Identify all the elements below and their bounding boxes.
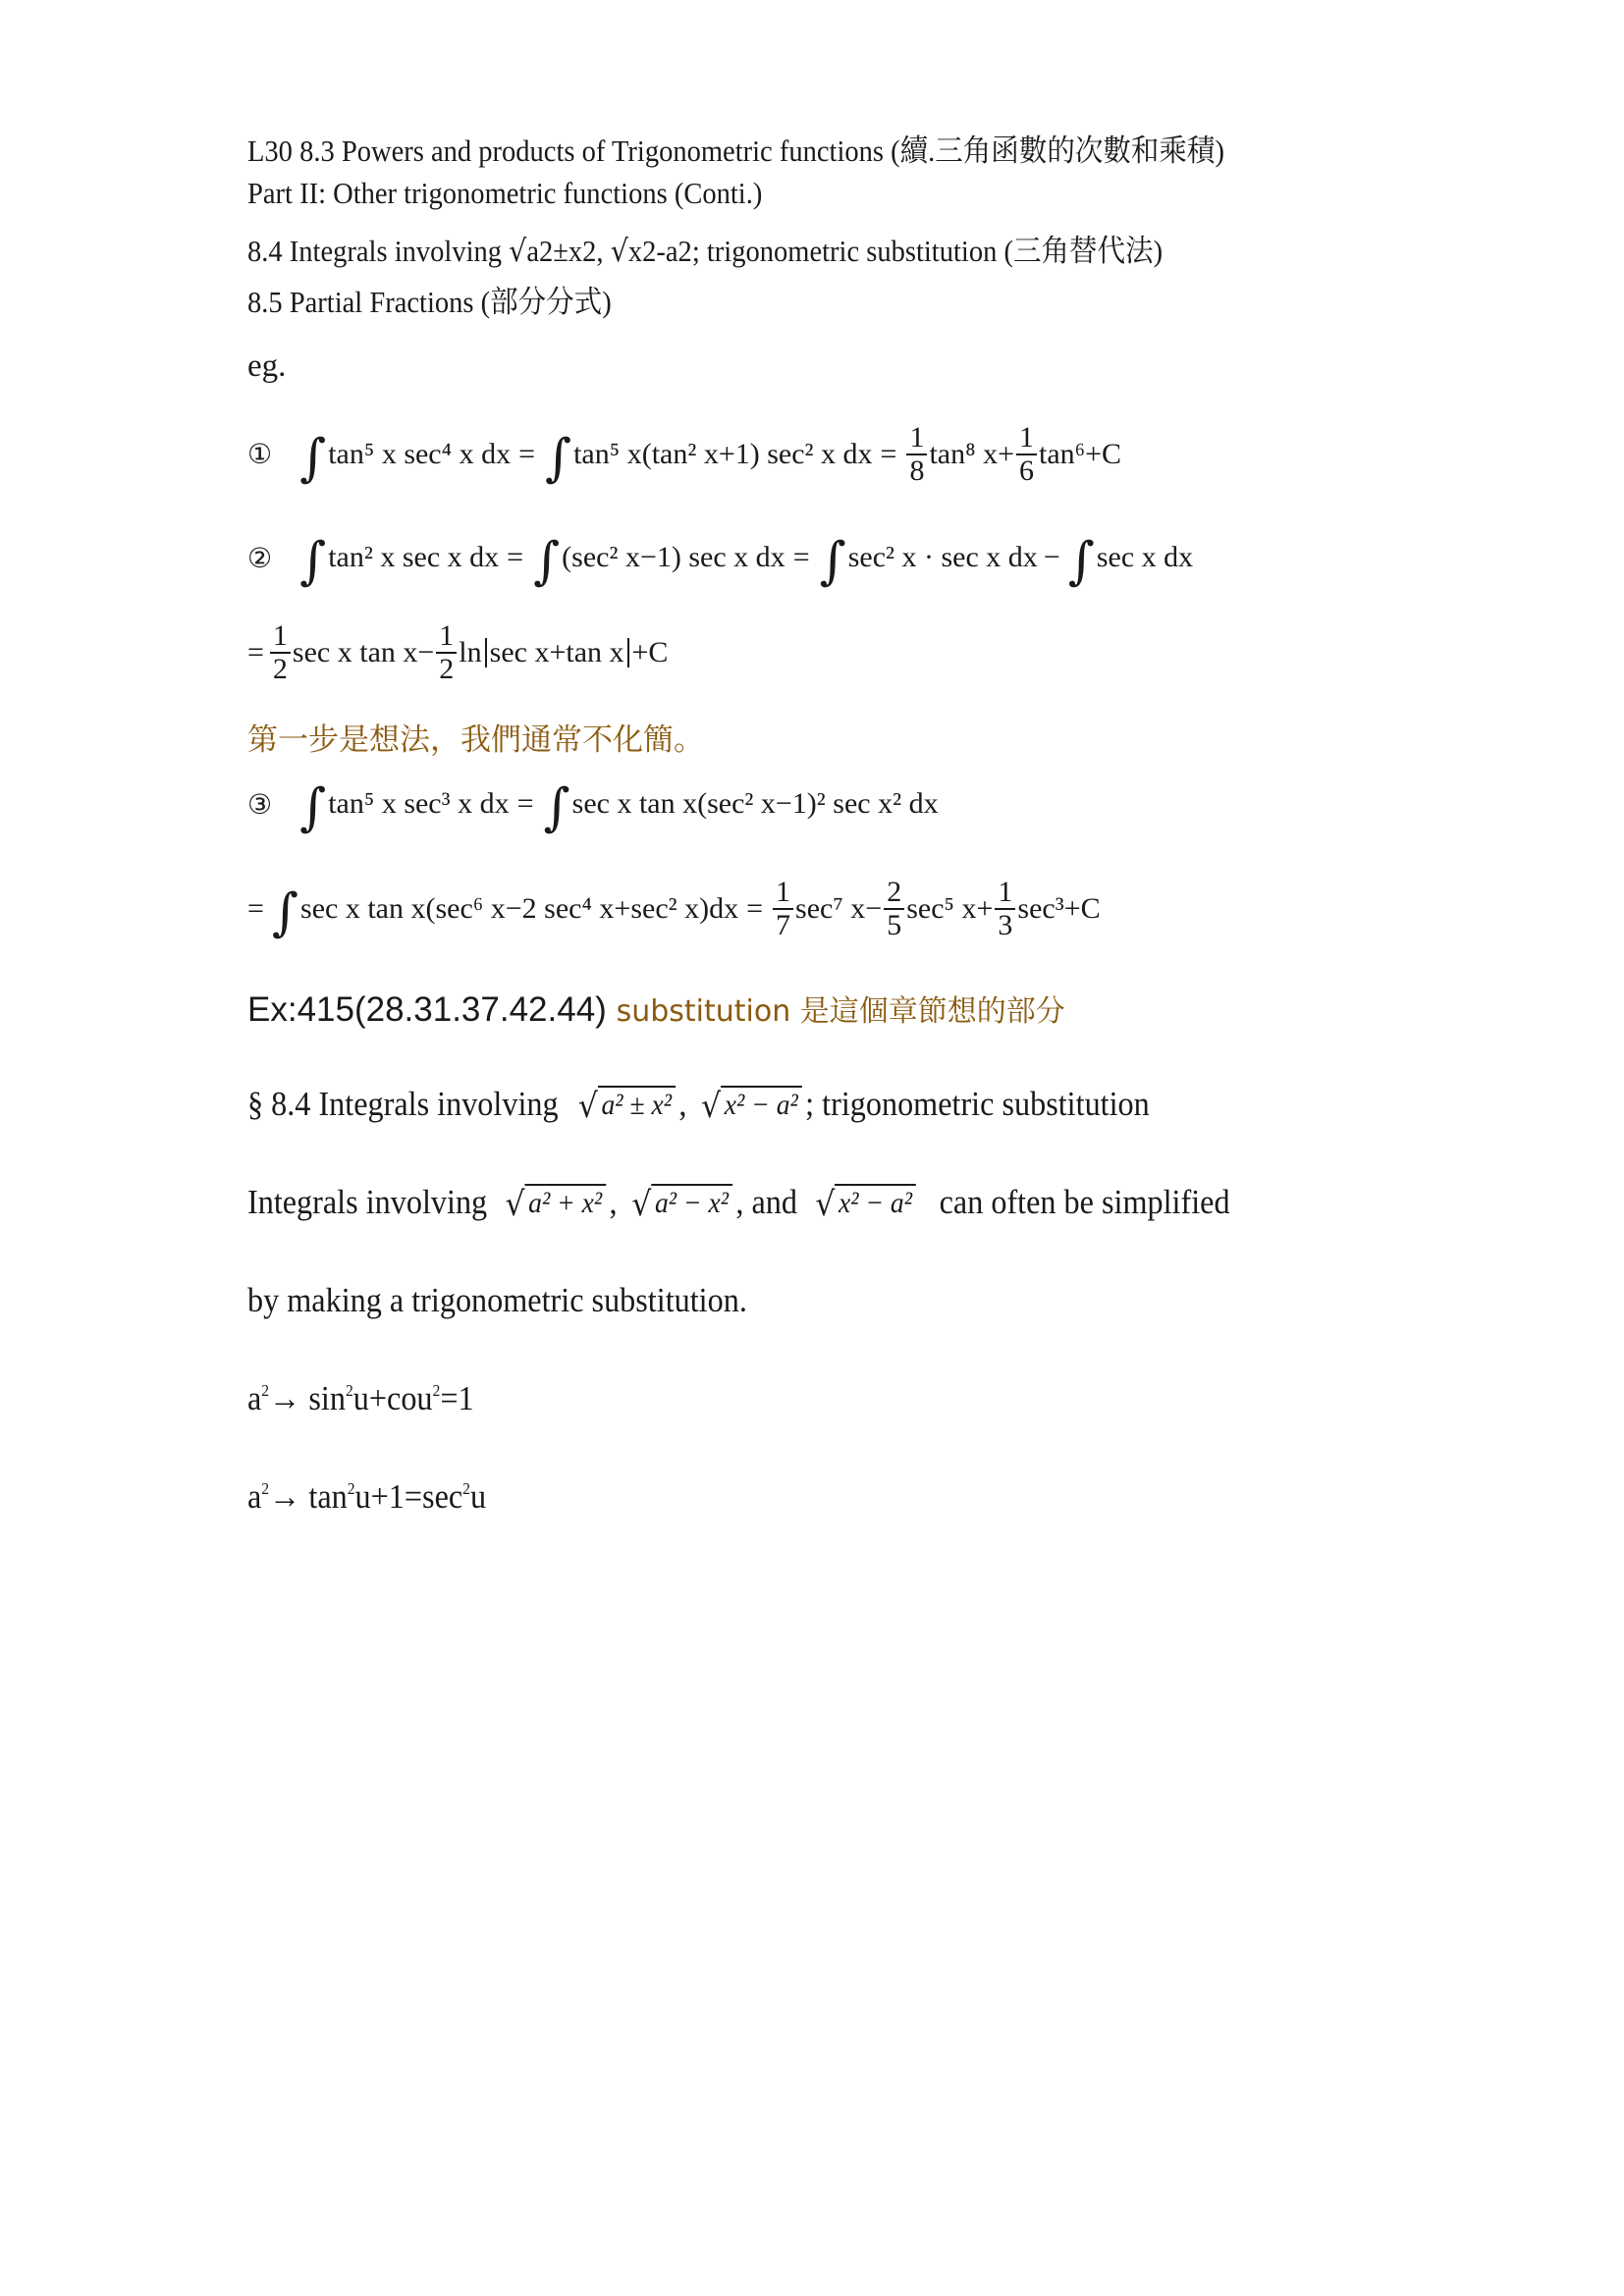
fraction	[906, 422, 927, 486]
sqrt-symbol: √	[610, 234, 628, 269]
superscript: 2	[261, 1381, 270, 1400]
denominator: 3	[998, 908, 1013, 941]
id1-c: u+cou	[352, 1379, 433, 1417]
ex1-lhs: tan⁵ x sec⁴ x dx	[328, 437, 512, 470]
sqrt-expression	[701, 1086, 801, 1126]
numerator: 1	[773, 877, 793, 910]
id1-a: a	[247, 1379, 262, 1417]
exercise-label: Ex:415(28.31.37.42.44)	[247, 990, 617, 1029]
equals-sign: =	[507, 541, 524, 573]
integral-sign: ∫	[543, 778, 570, 837]
sqrt-expression	[631, 1184, 731, 1224]
ex1-rhs-a: tan⁸ x+	[929, 437, 1014, 470]
header-line-3-rad2: x2-a2; trigonometric substitution (三角替代法)	[627, 234, 1164, 268]
integral-sign: ∫	[299, 532, 327, 591]
equals-sign: =	[516, 787, 534, 820]
ex2-line2-d: +C	[631, 635, 669, 668]
integral-sign: ∫	[299, 428, 327, 488]
denominator: 5	[887, 908, 902, 941]
exercise-note: substitution 是這個章節想的部分	[616, 994, 1065, 1029]
sqrt-symbol: √	[509, 234, 527, 269]
equals-sign: =	[247, 891, 264, 925]
marker-1: ①	[247, 438, 273, 470]
radicand: x² − a²	[721, 1086, 801, 1123]
superscript: 2	[261, 1479, 270, 1498]
sqrt-expression	[815, 1184, 915, 1224]
id2-d: u	[469, 1477, 487, 1516]
integral-sign: ∫	[545, 428, 572, 488]
ex1-rhs-b: tan⁶+C	[1039, 437, 1122, 470]
header-line-3-prefix: 8.4 Integrals involving	[247, 234, 510, 268]
ex3-line2-int: sec x tan x(sec⁶ x−2 sec⁴ x+sec² x)dx	[300, 891, 739, 925]
denominator: 6	[1019, 454, 1034, 487]
marker-2: ②	[247, 541, 273, 574]
para-prefix: Integrals involving	[247, 1183, 488, 1221]
id1-d: =1	[440, 1379, 474, 1417]
fraction	[436, 620, 457, 684]
equals-sign: =	[518, 437, 535, 470]
section-suffix: ; trigonometric substitution	[805, 1085, 1150, 1123]
numerator: 1	[995, 877, 1015, 910]
header-line-3	[247, 226, 1163, 270]
superscript: 2	[347, 1479, 355, 1498]
note-1: 第一步是想法，我們通常不化簡。	[247, 722, 704, 758]
equals-sign: =	[792, 541, 810, 573]
numerator: 2	[884, 877, 904, 910]
ex2-r2: sec x dx	[1096, 541, 1194, 573]
integral-sign: ∫	[533, 532, 561, 591]
ex2-line2-c: sec x+tan x	[489, 635, 624, 668]
ex3-t1: sec⁷ x−	[795, 891, 883, 925]
numerator: 1	[1016, 422, 1037, 455]
integral-sign: ∫	[1067, 532, 1095, 591]
sqrt-symbol: √	[631, 1185, 652, 1224]
numerator: 1	[436, 620, 457, 654]
fraction	[995, 877, 1015, 940]
fraction	[1016, 422, 1037, 486]
ex2-r1: sec² x · sec x dx	[847, 541, 1038, 573]
sqrt-symbol: √	[701, 1087, 722, 1126]
ex2-mid: (sec² x−1) sec x dx	[562, 541, 785, 573]
numerator: 1	[270, 620, 291, 654]
example-3	[247, 778, 939, 837]
abs-bar-right	[627, 638, 629, 667]
sqrt-symbol: √	[815, 1185, 836, 1224]
equals-sign: =	[880, 437, 897, 470]
ex1-mid: tan⁵ x(tan² x+1) sec² x dx	[573, 437, 873, 470]
example-1	[247, 422, 1121, 486]
ex3-lhs: tan⁵ x sec³ x dx	[328, 787, 510, 820]
fraction	[773, 877, 793, 940]
example-2-line-2	[247, 620, 668, 684]
denominator: 2	[272, 652, 288, 685]
id1-b: → sin	[269, 1379, 346, 1417]
sqrt-symbol: √	[577, 1087, 598, 1126]
id2-c: u+1=sec	[354, 1477, 463, 1516]
denominator: 7	[776, 908, 791, 941]
example-2	[247, 532, 1194, 591]
identity-line-2	[247, 1477, 486, 1517]
sqrt-expression	[577, 1086, 676, 1126]
eg-label: eg.	[247, 348, 287, 384]
integral-sign: ∫	[819, 532, 846, 591]
id2-a: a	[247, 1477, 262, 1516]
para-and: , and	[735, 1183, 797, 1221]
section-prefix: § 8.4 Integrals involving	[247, 1085, 559, 1123]
minus-sign: −	[1043, 541, 1060, 573]
equals-sign: =	[247, 635, 264, 668]
comma: ,	[609, 1183, 618, 1221]
identity-line-1	[247, 1379, 474, 1418]
section-heading	[247, 1085, 1150, 1124]
comma: ,	[678, 1085, 687, 1123]
para-suffix: can often be simplified	[939, 1183, 1230, 1221]
radicand: a² ± x²	[598, 1086, 676, 1123]
integral-sign: ∫	[299, 778, 327, 837]
header-line-1: L30 8.3 Powers and products of Trigonometric functions (續.三角函數的次數和乘積)	[247, 133, 1224, 168]
sqrt-expression	[505, 1184, 606, 1224]
paragraph-line-2: by making a trigonometric substitution.	[247, 1281, 747, 1319]
sqrt-symbol: √	[505, 1185, 525, 1224]
radicand: x² − a²	[835, 1184, 915, 1221]
ex3-t2: sec⁵ x+	[906, 891, 994, 925]
radicand: a² + x²	[524, 1184, 605, 1221]
paragraph-line-1	[247, 1183, 1230, 1222]
superscript: 2	[345, 1381, 353, 1400]
ex2-line2-b: ln	[459, 635, 482, 668]
header-line-3-rad1: a2±x2,	[526, 234, 611, 268]
numerator: 1	[906, 422, 927, 455]
denominator: 2	[439, 652, 455, 685]
ex3-mid: sec x tan x(sec² x−1)² sec x² dx	[571, 787, 939, 820]
radicand: a² − x²	[651, 1184, 731, 1221]
marker-3: ③	[247, 787, 273, 821]
ex2-line2-a: sec x tan x−	[292, 635, 435, 668]
equals-sign: =	[746, 891, 764, 925]
id2-b: → tan	[269, 1477, 348, 1516]
integral-sign: ∫	[271, 882, 299, 942]
exercise-line	[247, 987, 1065, 1030]
header-line-2: Part II: Other trigonometric functions (Conti.)	[247, 176, 763, 210]
fraction	[884, 877, 904, 940]
superscript: 2	[432, 1381, 441, 1400]
abs-bar-left	[485, 638, 487, 667]
ex2-lhs: tan² x sec x dx	[328, 541, 500, 573]
example-3-line-2	[247, 877, 1101, 940]
ex3-t3: sec³+C	[1017, 891, 1101, 925]
header-line-4: 8.5 Partial Fractions (部分分式)	[247, 285, 612, 319]
denominator: 8	[909, 454, 925, 487]
superscript: 2	[462, 1479, 470, 1498]
fraction	[270, 620, 291, 684]
